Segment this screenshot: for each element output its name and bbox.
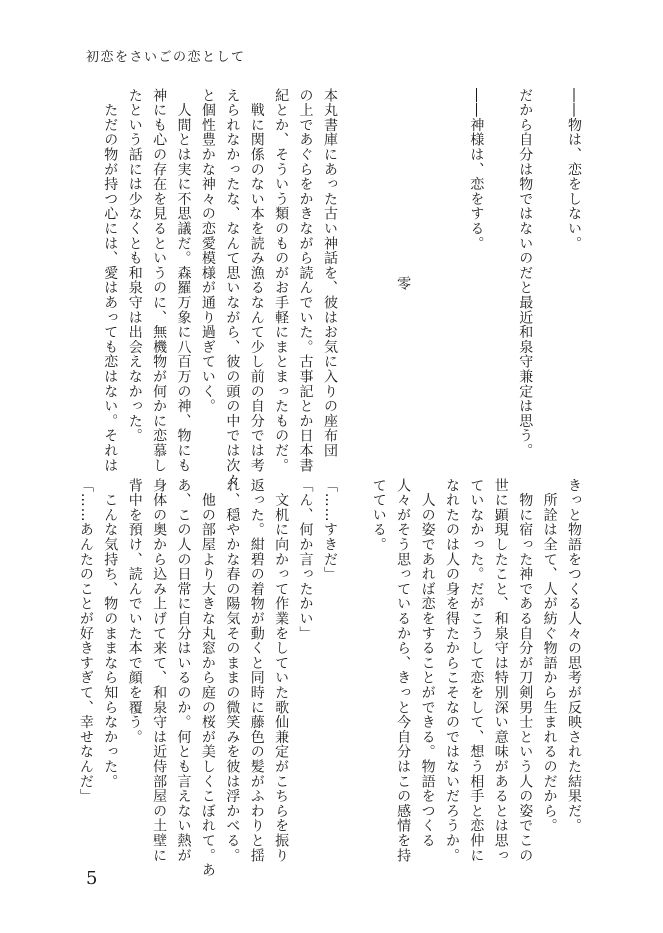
text-line: えられなかったな、なんて思いながら、彼の頭の中では次々 — [224, 88, 241, 488]
text-line: きっと物語をつくる人々の思考が反映された結果だ。 — [566, 478, 582, 834]
text-line: だから自分は物ではないのだと最近和泉守兼定は思う。 — [517, 88, 534, 458]
text-line: 紀とか、そういう類のものがお手軽にまとまったものだ。 — [273, 88, 290, 473]
blank-line — [537, 88, 561, 448]
text-line: 人間とは実に不思議だ。森羅万象に八百万の神、物にも — [175, 88, 192, 473]
blank-line — [415, 88, 439, 448]
dialogue-line: 「……すきだ」 — [321, 478, 338, 582]
text-line: と個性豊かな神々の恋愛模様が通り過ぎていく。 — [199, 88, 216, 414]
lower-text-block — [73, 478, 586, 878]
text-line: 文机に向かって作業をしていた歌仙兼定がこちらを振り — [273, 478, 290, 863]
text-line: なれたのは人の身を得たからこそなのではないだろうか。 — [443, 478, 460, 863]
text-line: ただの物が持つ心には、愛はあっても恋はない。それは — [102, 88, 119, 473]
text-line: こんな気持ち、物のままなら知らなかった。 — [102, 478, 119, 789]
text-line: 身体の奥から込み上げて来て、和泉守は近侍部屋の土壁に — [151, 478, 168, 863]
text-line: 世に顕現したこと、和泉守は特別深い意味があるとは思っ — [492, 478, 509, 863]
text-line: 背中を預け、読んでいた本で顔を覆う。 — [126, 478, 143, 745]
text-line: ――物は、恋をしない。 — [566, 88, 582, 251]
blank-line — [488, 88, 512, 448]
chapter-title: 零 — [395, 276, 412, 291]
page-number: 5 — [86, 868, 98, 889]
upper-text-block — [98, 88, 586, 488]
blank-line — [440, 88, 464, 448]
dialogue-line: 「……あんたのことが好きすぎて、幸せなんだ」 — [77, 478, 94, 804]
text-line: れ、穏やかな春の陽気そのままの微笑みを彼は浮かべる。 — [224, 478, 241, 863]
text-line: あ、この人の日常に自分はいるのか。何とも言えない熱が — [175, 478, 192, 863]
text-line: ――神様は、恋をする。 — [468, 88, 485, 251]
text-line: の上であぐらをかきながら読んでいた。古事記とか日本書 — [297, 88, 314, 473]
text-line: 人の姿であれば恋をすることができる。物語をつくる — [419, 478, 436, 848]
blank-line — [366, 88, 390, 448]
blank-line — [342, 478, 366, 858]
text-line: 他の部屋より大きな丸窓から庭の桜が美しくこぼれて。あ — [199, 478, 216, 878]
text-line: てている。 — [370, 478, 387, 552]
text-line: 神にも心の存在を見るというのに、無機物が何かに恋慕し — [151, 88, 168, 473]
text-line: 本丸書庫にあった古い神話を、彼はお気に入りの座布団 — [321, 88, 338, 458]
text-line: 物に宿った神である自分が刀剣男士という人の姿でこの — [517, 478, 534, 863]
text-line: 返った。紺碧の着物が動くと同時に藤色の髪がふわりと揺 — [248, 478, 265, 863]
text-line: ていなかった。だがこうして恋をして、想う相手と恋仲に — [468, 478, 485, 863]
text-line: 所詮は全て、人が紡ぐ物語から生まれるのだから。 — [541, 478, 558, 834]
text-line: 人々がそう思っているから、きっと今自分はこの感情を持 — [395, 478, 412, 863]
dialogue-line: 「ん、何か言ったかい」 — [297, 478, 314, 641]
text-line: たという話には少なくとも和泉守は出会えなかった。 — [126, 88, 143, 444]
running-title: 初恋をさいごの恋として — [86, 50, 246, 65]
blank-line — [342, 88, 366, 448]
text-line: 戦に関係のない本を読み漁るなんて少し前の自分では考 — [248, 88, 265, 473]
